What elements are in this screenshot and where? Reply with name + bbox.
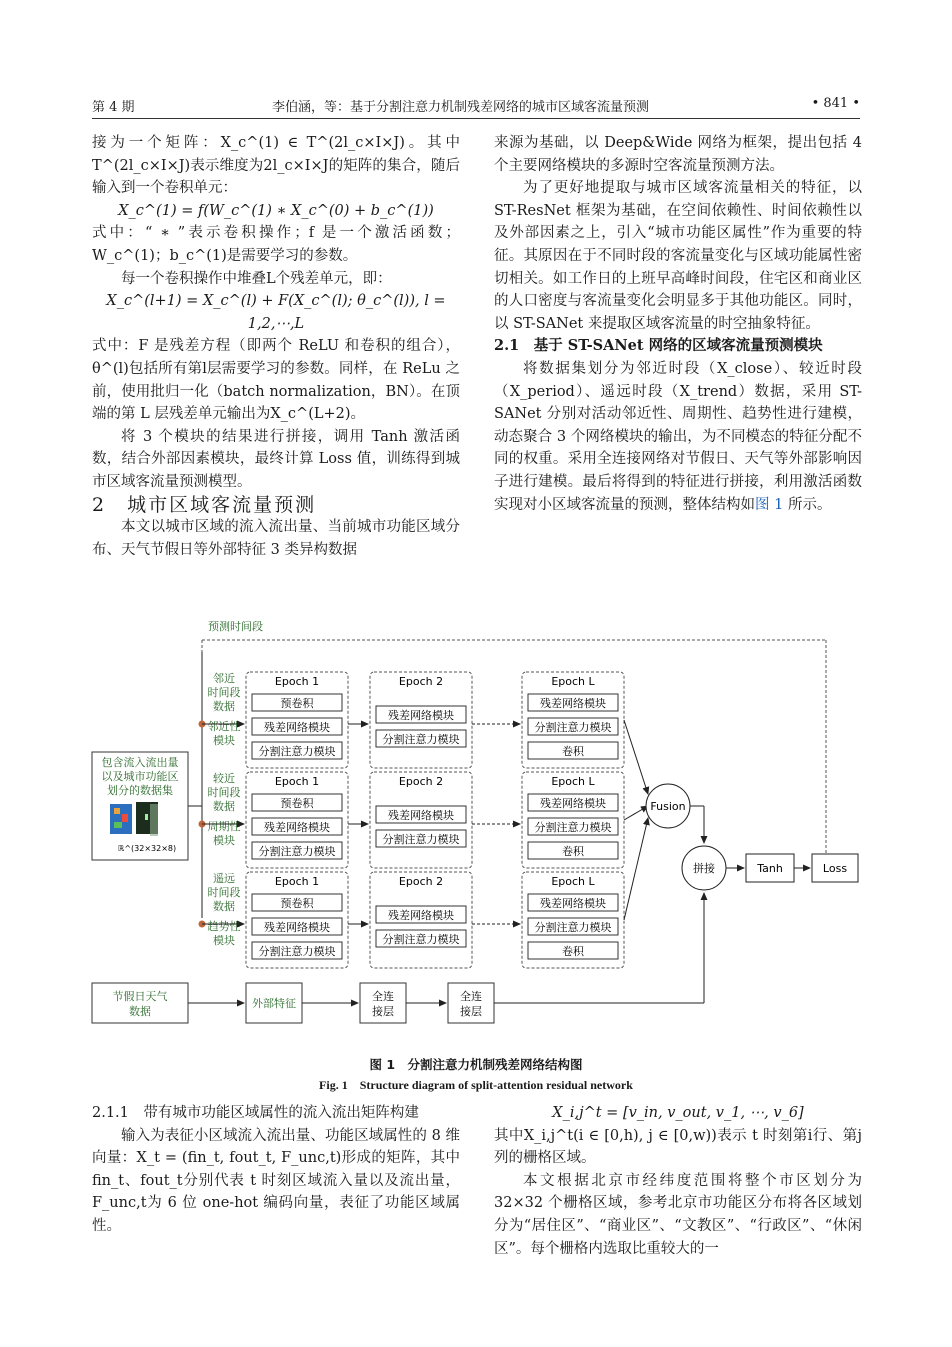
fc-layer-2 (448, 983, 494, 1023)
paragraph: 将数据集划分为邻近时段（X_close）、较近时段（X_period）、遥远时段（X_trend）数据，采用 ST-SANet 分别对活动邻近性、周期性、趋势性进行建模，动态聚合 3 个网络模块的输出，为不同模态的特征分配不同的权重。采用全连接网络对节假日、天气等外部影响因子进行建模。最后将得到的特征进行拼接，利用激活函数实现对小区域客流量的预测，整体结构如图 1 所示。 (494, 360, 862, 513)
module-label: 分割注意力模块 (258, 745, 336, 758)
module-label: 卷积 (562, 745, 584, 758)
paragraph: 输入为表征小区域流入流出量、功能区域属性的 8 维向量：X_t = (fin_t, fout_t, F_unc,t)形成的矩阵，其中fin_t、fout_t分别代表 t 时刻区域流入量以及流出量，F_unc,t为 6 位 one-hot 编码向量，表征了功能区域属性。 (92, 1127, 460, 1234)
running-header (92, 96, 860, 116)
epoch-label: Epoch 2 (398, 875, 444, 888)
module-label: 分割注意力模块 (534, 721, 612, 734)
branch-label: 较近 (213, 772, 235, 785)
module-label: 分割注意力模块 (258, 845, 336, 858)
external-feature-box (246, 983, 302, 1023)
module-label: 残差网络模块 (540, 797, 606, 810)
svg-text:Tanh: Tanh (757, 862, 783, 875)
paragraph: 每一个卷积操作中堆叠L个残差单元，即： (121, 270, 392, 287)
tanh-box (746, 854, 794, 882)
branch-label: 数据 (213, 700, 235, 713)
branch-label: 数据 (213, 800, 235, 813)
branch-module-label: 周期性 (207, 820, 241, 833)
module-label: 分割注意力模块 (382, 833, 460, 846)
module-label: 残差网络模块 (388, 809, 454, 822)
module-label: 卷积 (562, 945, 584, 958)
module-label: 残差网络模块 (264, 821, 330, 834)
lower-left-column (92, 1102, 460, 1238)
svg-text:划分的数据集: 划分的数据集 (107, 784, 173, 797)
figure-caption-en: Fig. 1 Structure diagram of split-attention residual network (319, 1078, 633, 1092)
module-label: 残差网络模块 (264, 721, 330, 734)
module-label: 预卷积 (280, 797, 314, 810)
module-label: 分割注意力模块 (534, 821, 612, 834)
svg-text:外部特征: 外部特征 (252, 997, 296, 1010)
svg-text:拼接: 拼接 (693, 862, 715, 875)
module-label: 分割注意力模块 (382, 933, 460, 946)
external-input-box (92, 983, 188, 1023)
fc-layer-1 (360, 983, 406, 1023)
paragraph: 式中：“ ∗ ”表示卷积操作；f 是一个激活函数；W_c^(1)；b_c^(1)是需要学习的参数。 (92, 225, 460, 264)
equation: X_c^(1) = f(W_c^(1) ∗ X_c^(0) + b_c^(1)) (118, 202, 434, 219)
module-label: 残差网络模块 (540, 697, 606, 710)
svg-text:包含流入流出量: 包含流入流出量 (101, 756, 179, 769)
module-label: 残差网络模块 (264, 921, 330, 934)
paragraph: 接为一个矩阵：X_c^(1) ∈ T^(2l_c×I×J)。其中T^(2l_c×I×J)表示维度为2l_c×I×J的矩阵的集合，随后输入到一个卷积单元： (92, 135, 460, 197)
paragraph: 将 3 个模块的结果进行拼接，调用 Tanh 激活函数，结合外部因素模块，最终计算 Loss 值，训练得到城市区域客流量预测模型。 (92, 428, 460, 490)
module-label: 残差网络模块 (388, 709, 454, 722)
lower-right-column (494, 1102, 862, 1260)
paragraph: 本文以城市区域的流入流出量、当前城市功能区域分布、天气节假日等外部特征 3 类异构数据 (92, 519, 460, 558)
loss-box (812, 854, 858, 882)
branch-label: 时间段 (207, 786, 241, 799)
branch-label: 时间段 (207, 686, 241, 699)
equation: X_c^(l+1) = X_c^(l) + F(X_c^(l); θ_c^(l)), l = 1,2,⋯,L (106, 293, 446, 332)
svg-text:ℝ^(32×32×8): ℝ^(32×32×8) (118, 844, 177, 853)
module-label: 预卷积 (280, 897, 314, 910)
subsubsection-heading: 2.1.1 带有城市功能区域属性的流入流出矩阵构建 (92, 1105, 419, 1121)
epoch-label: Epoch 1 (274, 675, 320, 688)
module-label: 分割注意力模块 (382, 733, 460, 746)
svg-text:Fusion: Fusion (650, 800, 686, 813)
paragraph: 式中：F 是残差方程（即两个 ReLU 和卷积的组合），θ^(l)包括所有第l层需要学习的参数。同样，在 ReLu 之前，使用批归一化（batch normalization，BN）。在顶端的第 L 层残差单元输出为X_c^(L+2)。 (92, 338, 460, 423)
module-label: 分割注意力模块 (534, 921, 612, 934)
module-label: 卷积 (562, 845, 584, 858)
epoch-label: Epoch 1 (274, 775, 320, 788)
svg-text:数据: 数据 (129, 1005, 151, 1018)
figure-caption-cn: 图 1 分割注意力机制残差网络结构图 (369, 1057, 583, 1072)
module-label: 残差网络模块 (388, 909, 454, 922)
paragraph: 本文根据北京市经纬度范围将整个市区划分为 32×32 个栅格区域，参考北京市功能区分布将各区域划分为“居住区”、“商业区”、“文教区”、“行政区”、“休闲区”。每个栅格内选取比重较大的一 (494, 1172, 862, 1257)
left-column (92, 132, 460, 561)
epoch-label: Epoch 2 (398, 675, 444, 688)
branch-label: 邻近 (213, 672, 235, 685)
svg-text:接层: 接层 (372, 1005, 394, 1018)
epoch-label: Epoch L (551, 675, 595, 688)
section-heading: 2 城市区域客流量预测 (92, 493, 317, 516)
svg-text:接层: 接层 (460, 1005, 482, 1018)
svg-text:Loss: Loss (822, 862, 848, 875)
branch-module-label: 邻近性 (207, 720, 241, 733)
epoch-label: Epoch L (551, 775, 595, 788)
module-label: 分割注意力模块 (258, 945, 336, 958)
concat-node (682, 846, 726, 890)
paragraph: 其中X_i,j^t(i ∈ [0,h), j ∈ [0,w))表示 t 时刻第i行、第j列的栅格区域。 (494, 1127, 862, 1167)
header-rule (92, 118, 860, 119)
branch-module-label: 模块 (213, 834, 235, 847)
epoch-label: Epoch 1 (274, 875, 320, 888)
branch-label: 数据 (213, 900, 235, 913)
fusion-node (646, 784, 690, 828)
epoch-label: Epoch 2 (398, 775, 444, 788)
running-title: 李伯涵，等：基于分割注意力机制残差网络的城市区域客流量预测 (272, 100, 650, 115)
module-label: 预卷积 (280, 697, 314, 710)
svg-text:以及城市功能区: 以及城市功能区 (101, 770, 179, 783)
paragraph: 来源为基础，以 Deep&Wide 网络为框架，提出包括 4 个主要网络模块的多源时空客流量预测方法。 (494, 135, 862, 174)
branch-module-label: 模块 (213, 934, 235, 947)
epoch-label: Epoch L (551, 875, 595, 888)
svg-text:节假日天气: 节假日天气 (112, 990, 168, 1003)
svg-text:全连: 全连 (460, 990, 482, 1003)
issue-label: 第 4 期 (92, 100, 135, 115)
right-column (494, 132, 862, 516)
page-number: • 841 • (811, 96, 860, 111)
module-label: 残差网络模块 (540, 897, 606, 910)
branch-module-label: 模块 (213, 734, 235, 747)
equation: X_i,j^t = [v_in, v_out, v_1, ⋯, v_6] (552, 1105, 804, 1121)
svg-text:全连: 全连 (372, 990, 394, 1003)
figure-link[interactable]: 图 1 (755, 496, 784, 513)
input-dataset (92, 752, 188, 860)
branch-label: 遥远 (213, 872, 235, 885)
paragraph: 为了更好地提取与城市区域客流量相关的特征，以 ST-ResNet 框架为基础，在空间依赖性、时间依赖性以及外部因素之上，引入“城市功能区属性”作为重要的特征。其原因在于不同时段的客流量变化与区域功能属性密切相关。如工作日的上班早高峰时间段，住宅区和商业区的人口密度与客流量变化会明显多于其他功能区。同时，以 ST-SANet 来提取区域客流量的时空抽象特征。 (494, 180, 862, 332)
prediction-period-label: 预测时间段 (208, 620, 263, 633)
branch-module-label: 趋势性 (207, 920, 241, 933)
figure-1 (88, 618, 864, 1028)
subsection-heading: 2.1 基于 ST-SANet 网络的区域客流量预测模块 (494, 337, 823, 355)
branch-label: 时间段 (207, 886, 241, 899)
